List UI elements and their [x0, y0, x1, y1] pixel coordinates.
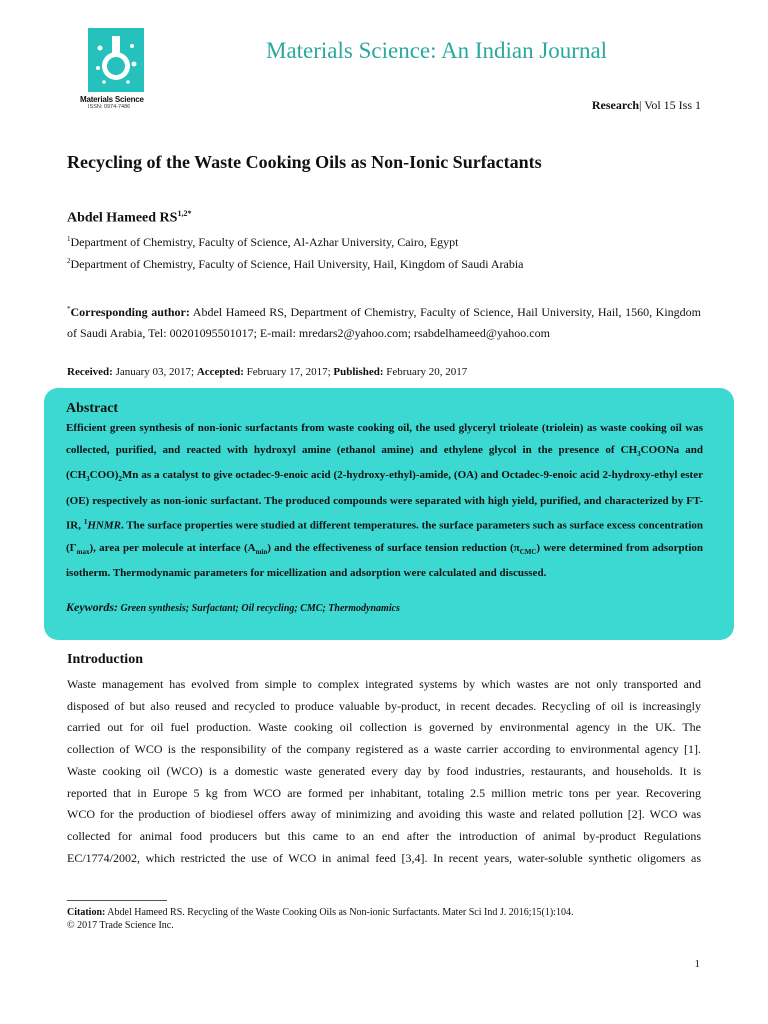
section-heading-introduction: Introduction [67, 652, 143, 667]
keywords-label: Keywords: [66, 600, 118, 614]
abstract-box [44, 388, 734, 640]
logo-issn: ISSN: 0974-7486 [88, 104, 131, 110]
corr-text: Abdel Hameed RS, Department of Chemistry, Faculty of Science, Hail University, Hail, 1560, Kingdom of Saudi Arabia, Tel: 00201095501017; E-mail: mredars2@yahoo.com; rsabdelhameed@yahoo.com [67, 305, 701, 340]
text-line: reported that in Europe 5 kg from WCO are formed per inhabitant, totaling 2.5 million metric tons per year. Recovering [67, 785, 701, 800]
footnote-rule [67, 900, 167, 901]
text-line: Waste cooking oil (WCO) is a domestic waste generated every day by food industries, restaurants, and households. It is [67, 763, 701, 778]
text-line: collection of WCO is the responsibility of the company registered as a waste carrier according to environmental agency [1]. [67, 742, 701, 757]
corr-sup: * [67, 305, 71, 313]
affiliation-text: Department of Chemistry, Faculty of Science, Hail University, Hail, Kingdom of Saudi Arabia [70, 257, 524, 271]
received-label: Received: [67, 366, 113, 378]
page-number: 1 [694, 958, 700, 970]
text-line: WCO for the production of biodiesel offers away of minimizing and avoiding this waste and related pollution [2]. WCO was [67, 807, 701, 822]
keywords-text: Green synthesis; Surfactant; Oil recycling; CMC; Thermodynamics [118, 603, 400, 614]
text-line: disposed of but also reused and recycled to produce valuable by-product, in recent decades. Recycling of oil is increasingly [67, 698, 701, 713]
text-line: collected for animal food producers but this came to an end after the introduction of animal by-product Regulations [67, 828, 701, 843]
affiliation-sup: 1 [67, 235, 71, 243]
citation-text: Abdel Hameed RS. Recycling of the Waste Cooking Oils as Non-ionic Surfactants. Mater Sci Ind J. 2016;15(1):104. [105, 907, 574, 918]
corr-label: Corresponding author: [70, 305, 190, 319]
corresponding-author [67, 299, 701, 344]
published-date: February 20, 2017 [383, 366, 468, 378]
affiliation-1 [67, 235, 459, 250]
paper-title: Recycling of the Waste Cooking Oils as Non-Ionic Surfactants [67, 152, 542, 172]
article-type: Research [591, 98, 639, 112]
issue-line [592, 98, 701, 113]
author [67, 209, 191, 227]
introduction-body [67, 674, 701, 869]
text-line: Waste management has evolved from simple to complex integrated systems by which wastes are not only transported and [67, 677, 701, 691]
logo-name: Materials Science [80, 95, 144, 104]
text-line: carried out for oil fuel production. Waste cooking oil collection is governed by environmental agency in the UK. The [67, 720, 701, 735]
affiliation-text: Department of Chemistry, Faculty of Science, Al-Azhar University, Cairo, Egypt [70, 235, 459, 249]
dates [67, 366, 467, 378]
affiliation-sup: 2 [67, 257, 71, 265]
journal-title: Materials Science: An Indian Journal [266, 38, 608, 63]
accepted-date: February 17, 2017; [243, 366, 334, 378]
citation-label: Citation: [67, 907, 106, 918]
received-date: January 03, 2017; [112, 366, 197, 378]
author-name: Abdel Hameed RS [67, 210, 178, 226]
journal-logo [80, 28, 152, 110]
keywords [66, 600, 400, 615]
affiliation-2 [67, 257, 524, 272]
volume-issue: Vol 15 Iss 1 [644, 98, 701, 112]
copyright: © 2017 Trade Science Inc. [67, 920, 174, 931]
author-sup: 1,2* [177, 209, 192, 218]
abstract-heading: Abstract [66, 401, 119, 416]
text-line: EC/1774/2002, which restricted the use of WCO in animal feed [3,4]. In recent years, water-soluble synthetic oligomers as [67, 850, 701, 865]
accepted-label: Accepted: [196, 366, 244, 378]
published-label: Published: [333, 366, 384, 378]
separator: | [639, 98, 642, 112]
abstract-text: Efficient green synthesis of non-ionic surfactants from waste cooking oil, the used glyceryl trioleate (triolein) as waste cooking oil was collected, purified, and reacted with hydroxyl amine (ethanol amine) and ethylene glycol in the presence of $CH_3COONa$ and $(CH_3COO)_2Mn$ as a catalyst to give octadec-9-enoic acid (2-hydroxy-ethyl)-amide, (OA) and Octadec-9-enoic acid 2-hydroxy-ethyl ester (OE) respectively as non-ionic surfactant. The produced compounds were separated with high yield, purified, and characterized by FT-IR, $^1$HNMR. The surface properties were studied at different temperatures. the surface parameters such as surface excess concentration $(\Gamma_{max})$, area per molecule at interface $(A_{min})$ and the effectiveness of surface tension reduction $(\pi_{CMC})$ were determined from adsorption isotherm. Thermodynamic parameters for micellization and adsorption were calculated and discussed. [66, 422, 704, 580]
flask-logo-icon [88, 28, 144, 92]
citation [67, 906, 573, 932]
